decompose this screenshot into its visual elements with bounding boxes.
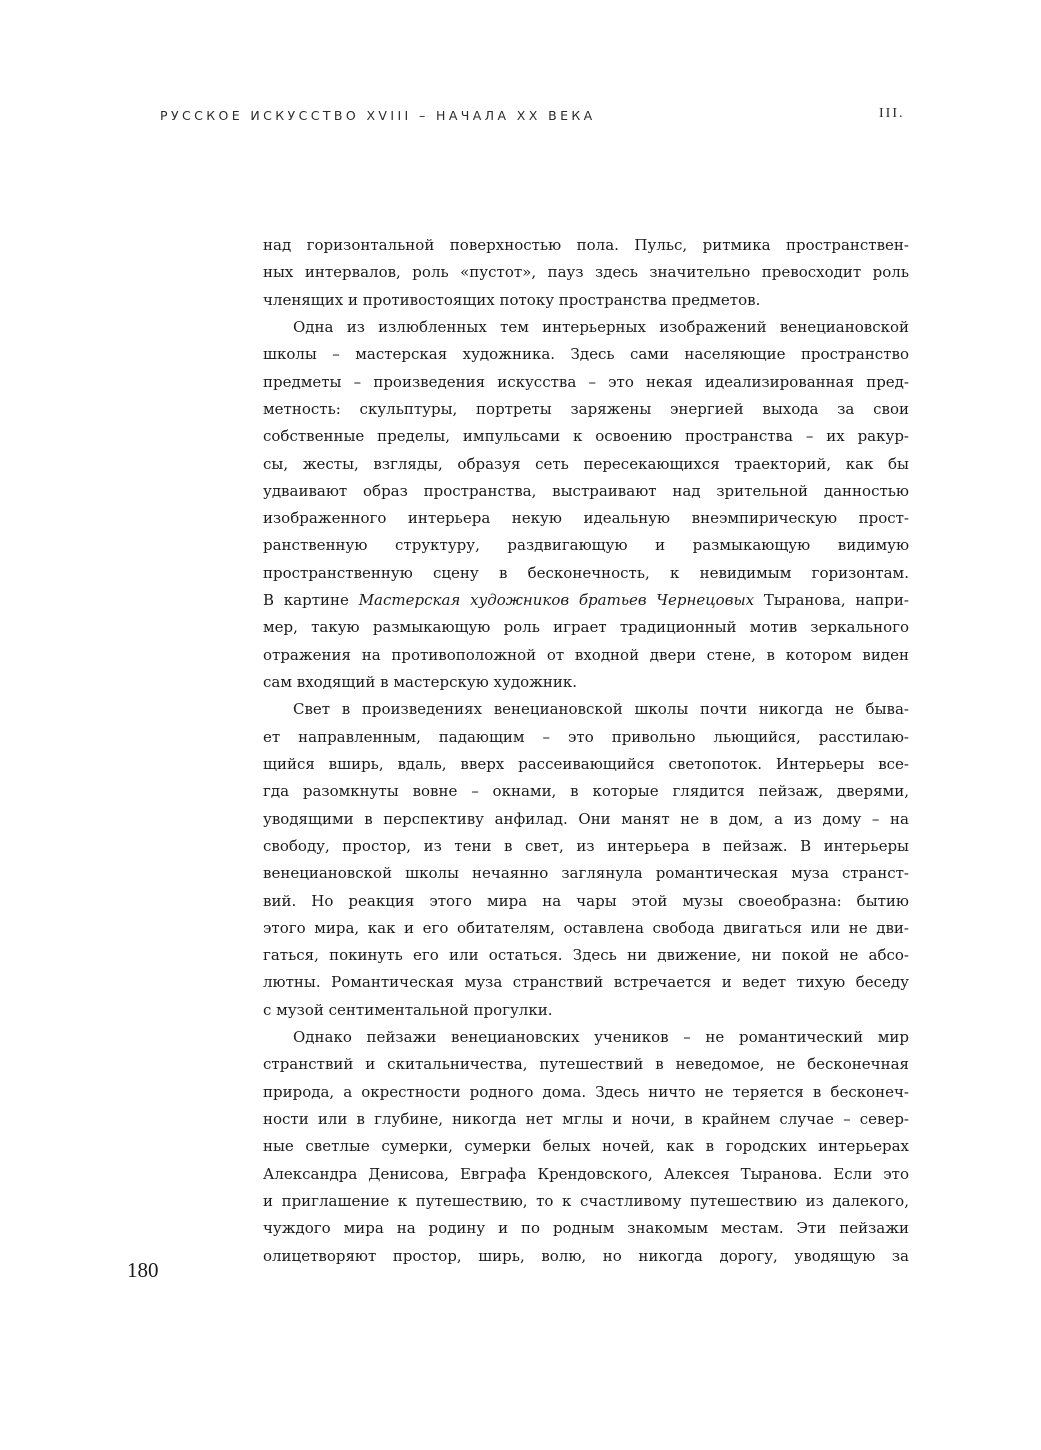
- text-line: гаться, покинуть его или остаться. Здесь ни движение, ни покой не абсо-: [263, 946, 909, 965]
- text-line: ранственную структуру, раздвигающую и размыкающую видимую: [263, 536, 909, 555]
- line-prefix: В картине: [263, 591, 359, 610]
- text-line: странствий и скитальничества, путешествий в неведомое, не бесконечная: [263, 1055, 909, 1074]
- text-line: Свет в произведениях венециановской школы почти никогда не быва-: [293, 700, 909, 719]
- text-line: уводящими в перспективу анфилад. Они манят не в дом, а из дому – на: [263, 809, 909, 828]
- text-line: гда разомкнуты вовне – окнами, в которые глядится пейзаж, дверями,: [263, 782, 909, 801]
- text-line: [263, 587, 909, 614]
- text-line: сы, жесты, взгляды, образуя сеть пересекающихся траекторий, как бы: [263, 454, 909, 473]
- body-text: [263, 232, 909, 1270]
- text-line: вий. Но реакция этого мира на чары этой музы своеобразна: бытию: [263, 891, 909, 910]
- text-line: этого мира, как и его обитателям, оставлена свобода двигаться или не дви-: [263, 918, 909, 937]
- paragraph: [263, 314, 909, 696]
- text-line: Одна из излюбленных тем интерьерных изображений венециановской: [293, 317, 909, 336]
- running-head: РУССКОЕ ИСКУССТВО XVIII – НАЧАЛА XX ВЕКА: [160, 108, 596, 123]
- text-line: удваивают образ пространства, выстраивают над зрительной данностью: [263, 481, 909, 500]
- text-line: школы – мастерская художника. Здесь сами населяющие пространство: [263, 345, 909, 364]
- section-number: III.: [879, 106, 905, 121]
- page-number: 180: [127, 1258, 159, 1282]
- text-line: свободу, простор, из тени в свет, из интерьера в пейзаж. В интерьеры: [263, 836, 909, 855]
- text-line: ет направленным, падающим – это привольно льющийся, расстилаю-: [263, 727, 909, 746]
- text-line: собственные пределы, импульсами к освоению пространства – их ракур-: [263, 427, 909, 446]
- text-line: с музой сентиментальной прогулки.: [263, 1000, 553, 1019]
- text-line: членящих и противостоящих потоку пространства предметов.: [263, 290, 761, 309]
- text-line: над горизонтальной поверхностью пола. Пульс, ритмика пространствен-: [263, 236, 909, 254]
- text-line: предметы – произведения искусства – это некая идеализированная пред-: [263, 372, 909, 391]
- text-line: и приглашение к путешествию, то к счастливому путешествию из далекого,: [263, 1191, 909, 1210]
- text-line: мер, такую размыкающую роль играет традиционный мотив зеркального: [263, 618, 909, 637]
- text-line: Александра Денисова, Евграфа Крендовского, Алексея Тыранова. Если это: [263, 1164, 909, 1183]
- text-line: Однако пейзажи венециановских учеников – не романтический мир: [293, 1028, 909, 1047]
- paragraph: [263, 232, 909, 314]
- text-line: природа, а окрестности родного дома. Здесь ничто не теряется в бесконеч-: [263, 1082, 909, 1101]
- text-line: изображенного интерьера некую идеальную внеэмпирическую прост-: [263, 509, 909, 528]
- text-line: лютны. Романтическая муза странствий встречается и ведет тихую беседу: [263, 973, 909, 992]
- text-line: отражения на противоположной от входной двери стене, в котором виден: [263, 645, 909, 664]
- text-line: сам входящий в мастерскую художник.: [263, 673, 578, 691]
- text-line: венециановской школы нечаянно заглянула романтическая муза странст-: [263, 864, 909, 883]
- text-line: щийся вширь, вдаль, вверх рассеивающийся светопоток. Интерьеры все-: [263, 754, 909, 773]
- text-line: ности или в глубине, никогда нет мглы и ночи, в крайнем случае – север-: [263, 1110, 909, 1128]
- text-line: метность: скульптуры, портреты заряжены энергией выхода за свои: [263, 399, 909, 418]
- artwork-title: Мастерская художников братьев Чернецовых: [358, 591, 755, 610]
- paragraph: [263, 1024, 909, 1270]
- text-line: олицетворяют простор, ширь, волю, но никогда дорогу, уводящую за: [263, 1246, 909, 1265]
- text-line: ные светлые сумерки, сумерки белых ночей, как в городских интерьерах: [263, 1137, 909, 1156]
- text-line: пространственную сцену в бесконечность, к невидимым горизонтам.: [263, 563, 909, 582]
- paragraph: [263, 696, 909, 1024]
- text-line: ных интервалов, роль «пустот», пауз здесь значительно превосходит роль: [263, 263, 909, 282]
- text-line: чуждого мира на родину и по родным знакомым местам. Эти пейзажи: [263, 1219, 909, 1238]
- line-suffix: Тыранова, напри-: [754, 591, 909, 610]
